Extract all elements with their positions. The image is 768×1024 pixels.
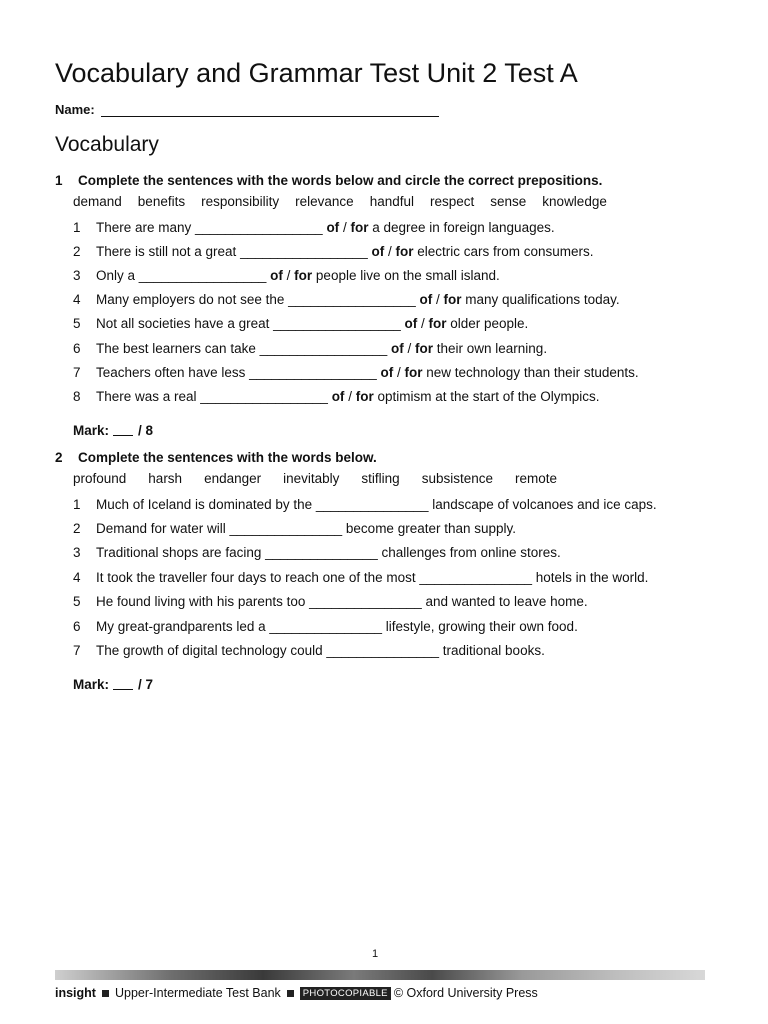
question-text: It took the traveller four days to reach one of the most _______________ hotels in the world. (96, 570, 649, 585)
question-text-end: new technology than their students. (422, 365, 639, 380)
footer-decorative-band (55, 970, 705, 980)
preposition-option-of[interactable]: of (404, 316, 418, 331)
question-text: Traditional shops are facing _______________ challenges from online stores. (96, 545, 561, 560)
page-number: 1 (372, 948, 379, 960)
option-separator: / (384, 244, 396, 259)
footer-brand: insight (55, 986, 96, 1000)
question-text-end: many qualifications today. (461, 292, 620, 307)
word-bank-item: endanger (204, 471, 262, 486)
option-separator: / (393, 365, 405, 380)
question-number: 4 (73, 292, 81, 307)
exercise-2-number: 2 (55, 450, 63, 465)
mark-total: / 8 (138, 423, 154, 438)
question-text: Many employers do not see the _________________ (96, 292, 420, 307)
name-blank-line[interactable] (101, 102, 439, 117)
question-text: Demand for water will _______________ become greater than supply. (96, 521, 517, 536)
question-number: 5 (73, 594, 81, 609)
question-text-end: older people. (446, 316, 529, 331)
question-number: 7 (73, 365, 81, 380)
word-bank-item: demand (73, 194, 122, 209)
preposition-option-for[interactable]: for (428, 316, 447, 331)
footer-book-title: Upper-Intermediate Test Bank (114, 986, 281, 1000)
exercise-1-question (73, 220, 555, 235)
question-text: My great-grandparents led a _______________ lifestyle, growing their own food. (96, 619, 578, 634)
word-bank-item: inevitably (283, 471, 340, 486)
preposition-option-of[interactable]: of (380, 365, 394, 380)
exercise-2-instruction-text: Complete the sentences with the words below. (78, 450, 377, 465)
question-number: 5 (73, 316, 81, 331)
question-text: There was a real _________________ (96, 389, 332, 404)
word-bank-item: handful (369, 194, 414, 209)
footer-copyright: © Oxford University Press (393, 986, 538, 1000)
question-text: There are many _________________ (96, 220, 327, 235)
question-number: 7 (73, 643, 81, 658)
exercise-1-question (73, 341, 547, 356)
question-text-end: their own learning. (433, 341, 548, 356)
word-bank-item: stifling (361, 471, 400, 486)
exercise-2-question (73, 545, 561, 560)
word-bank-item: subsistence (421, 471, 493, 486)
option-separator: / (344, 389, 356, 404)
exercise-1-word-bank (73, 194, 623, 209)
word-bank-item: remote (514, 471, 558, 486)
question-number: 6 (73, 341, 81, 356)
preposition-option-of[interactable]: of (390, 341, 404, 356)
exercise-1-question (73, 268, 500, 283)
preposition-option-for[interactable]: for (294, 268, 313, 283)
question-text: Only a _________________ (96, 268, 271, 283)
question-text-end: optimism at the start of the Olympics. (373, 389, 600, 404)
word-bank-item: benefits (137, 194, 186, 209)
exercise-1-instruction-text: Complete the sentences with the words below and circle the correct prepositions. (78, 173, 603, 188)
preposition-option-for[interactable]: for (355, 389, 374, 404)
question-text-end: a degree in foreign languages. (368, 220, 555, 235)
option-separator: / (282, 268, 295, 283)
question-text: The best learners can take _________________ (96, 341, 391, 356)
name-label: Name: (55, 102, 95, 117)
option-separator: / (403, 341, 415, 356)
preposition-option-of[interactable]: of (371, 244, 385, 259)
question-number: 3 (73, 268, 81, 283)
preposition-option-of[interactable]: of (270, 268, 283, 283)
footer (55, 986, 538, 1000)
word-bank-item: responsibility (201, 194, 280, 209)
question-text: Much of Iceland is dominated by the _______________ landscape of volcanoes and ice caps. (96, 497, 657, 512)
mark-blank[interactable] (113, 423, 133, 436)
question-number: 1 (73, 497, 81, 512)
page-title: Vocabulary and Grammar Test Unit 2 Test A (55, 58, 578, 88)
exercise-2-word-bank (73, 471, 579, 486)
question-text-end: electric cars from consumers. (413, 244, 594, 259)
exercise-2-question (73, 570, 648, 585)
word-bank-item: respect (429, 194, 475, 209)
mark-label: Mark: (73, 423, 110, 438)
option-separator: / (417, 316, 429, 331)
question-text: There is still not a great _________________ (96, 244, 372, 259)
preposition-option-for[interactable]: for (404, 365, 423, 380)
exercise-2-instruction (55, 450, 377, 465)
word-bank-item: profound (73, 471, 127, 486)
exercise-2-question (73, 521, 516, 536)
question-number: 3 (73, 545, 81, 560)
exercise-1-question (73, 365, 639, 380)
exercise-2-question (73, 643, 545, 658)
question-number: 4 (73, 570, 81, 585)
exercise-2-mark (73, 677, 153, 692)
question-number: 1 (73, 220, 81, 235)
exercise-1-question (73, 316, 528, 331)
question-number: 2 (73, 521, 81, 536)
mark-blank[interactable] (113, 677, 133, 690)
name-field-row (55, 102, 439, 117)
question-text-end: people live on the small island. (312, 268, 500, 283)
word-bank-item: harsh (148, 471, 183, 486)
option-separator: / (339, 220, 351, 235)
square-bullet-icon (102, 990, 109, 997)
question-number: 2 (73, 244, 81, 259)
word-bank-item: relevance (295, 194, 354, 209)
exercise-1-mark (73, 423, 153, 438)
exercise-1-question (73, 244, 594, 259)
exercise-1-question (73, 292, 620, 307)
question-text: Not all societies have a great _________________ (96, 316, 405, 331)
exercise-1-instruction (55, 173, 602, 188)
photocopiable-badge: PHOTOCOPIABLE (300, 987, 391, 1000)
exercise-2-question (73, 619, 578, 634)
word-bank-item: knowledge (542, 194, 607, 209)
preposition-option-for[interactable]: for (350, 220, 369, 235)
preposition-option-for[interactable]: for (395, 244, 414, 259)
word-bank-item: sense (490, 194, 527, 209)
mark-label: Mark: (73, 677, 110, 692)
square-bullet-icon (287, 990, 294, 997)
question-number: 6 (73, 619, 81, 634)
exercise-2-question (73, 497, 657, 512)
question-text: Teachers often have less _________________ (96, 365, 381, 380)
preposition-option-of[interactable]: of (326, 220, 340, 235)
preposition-option-for[interactable]: for (443, 292, 462, 307)
question-text: The growth of digital technology could _______________ traditional books. (96, 643, 545, 658)
preposition-option-of[interactable]: of (419, 292, 433, 307)
exercise-2-question (73, 594, 588, 609)
exercise-1-number: 1 (55, 173, 63, 188)
question-number: 8 (73, 389, 81, 404)
option-separator: / (432, 292, 444, 307)
preposition-option-for[interactable]: for (415, 341, 433, 356)
question-text: He found living with his parents too _______________ and wanted to leave home. (96, 594, 588, 609)
section-heading-vocabulary: Vocabulary (55, 133, 159, 156)
preposition-option-of[interactable]: of (331, 389, 345, 404)
mark-total: / 7 (138, 677, 154, 692)
exercise-1-question (73, 389, 600, 404)
